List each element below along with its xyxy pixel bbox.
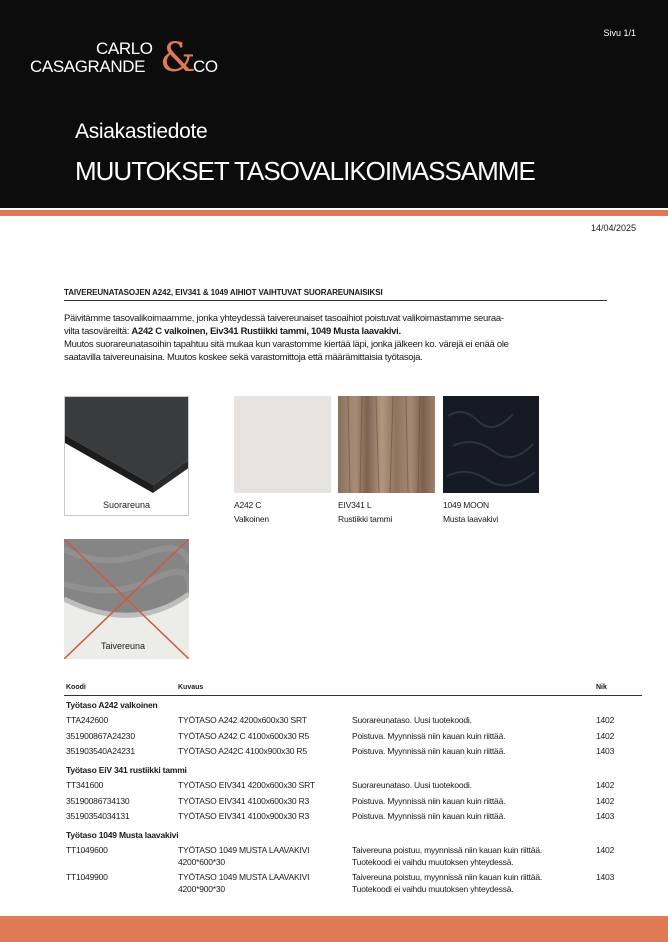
table-cell-nik: 1402 xyxy=(596,845,615,855)
swatch-caption-eiv341 xyxy=(338,498,392,526)
swatch-caption-1049 xyxy=(443,498,498,526)
paragraph-line: Muutos suorareunatasoihin tapahtuu sitä mukaa kun varastomme kiertää läpi, jonka jälkeen ko. värejä ei enää ole xyxy=(64,339,509,350)
table-cell-desc-line: TYÖTASO 1049 MUSTA LAAVAKIVI xyxy=(178,845,310,855)
table-cell-note-line: Tuotekoodi ei vaihdu muutoksen yhteydessä. xyxy=(352,884,514,894)
table-cell-note: Poistuva. Myynnissä niin kauan kuin riittää. xyxy=(352,731,506,741)
swatch-1049 xyxy=(443,396,539,493)
swatch-code: EIV341 L xyxy=(338,500,372,510)
table-cell-note: Poistuva. Myynnissä niin kauan kuin riittää. xyxy=(352,746,506,756)
paragraph-text: vilta tasoväreiltä: xyxy=(64,326,132,337)
intro-paragraph xyxy=(64,312,616,364)
logo-line2: CASAGRANDE xyxy=(30,57,146,76)
table-cell-code: TT341600 xyxy=(66,780,104,790)
table-cell-nik: 1403 xyxy=(596,746,615,756)
swatch-name: Musta laavakivi xyxy=(443,514,499,524)
table-cell-nik: 1402 xyxy=(596,780,615,790)
swatch-name: Valkoinen xyxy=(234,514,269,524)
table-cell-nik: 1403 xyxy=(596,872,615,882)
straight-edge-illustration xyxy=(65,397,189,516)
folded-edge-label: Taivereuna xyxy=(100,641,146,651)
paragraph-line xyxy=(64,325,616,338)
table-cell-note xyxy=(352,871,592,895)
table-cell-desc xyxy=(178,844,348,868)
table-cell-code: 35190354034131 xyxy=(66,811,130,821)
table-cell-nik: 1402 xyxy=(596,796,615,806)
swatch-name: Rustiikki tammi xyxy=(338,514,393,524)
table-header-line xyxy=(64,695,642,696)
swatch-code: A242 C xyxy=(234,500,262,510)
header-accent-line xyxy=(0,210,668,216)
swatch-eiv341 xyxy=(338,396,435,493)
table-cell-desc-line: TYÖTASO 1049 MUSTA LAAVAKIVI xyxy=(178,872,310,882)
table-cell-note-line: Taivereuna poistuu, myynnissä niin kauan kuin riittää. xyxy=(352,845,543,855)
table-cell-desc: TYÖTASO EIV341 4100x600x30 R3 xyxy=(178,796,310,806)
page-number: Sivu 1/1 xyxy=(603,28,636,38)
table-group-title: Työtaso 1049 Musta laavakivi xyxy=(66,830,179,840)
table-cell-code: 35190086734130 xyxy=(66,796,130,806)
table-cell-nik: 1403 xyxy=(596,811,615,821)
table-cell-desc-line: 4200*600*30 xyxy=(178,857,225,867)
document-date: 14/04/2025 xyxy=(590,223,636,233)
document-title: MUUTOKSET TASOVALIKOIMASSAMME xyxy=(75,156,535,186)
table-cell-desc: TYÖTASO A242 4200x600x30 SRT xyxy=(178,715,307,725)
section-title: TAIVEREUNATASOJEN A242, EIV341 & 1049 AIHIOT VAIHTUVAT SUORAREUNAISIKSI xyxy=(64,288,607,301)
table-cell-note: Poistuva. Myynnissä niin kauan kuin riittää. xyxy=(352,796,506,806)
straight-edge-image xyxy=(64,396,189,516)
table-cell-code: TTA242600 xyxy=(66,715,108,725)
logo-ampersand: & xyxy=(160,35,196,81)
table-cell-desc-line: 4200*900*30 xyxy=(178,884,225,894)
paragraph-bold-colors: A242 C valkoinen, Eiv341 Rustiikki tammi, 1049 Musta laavakivi. xyxy=(131,326,401,337)
table-cell-note: Poistuva. Myynnissä niin kauan kuin riittää. xyxy=(352,811,506,821)
table-cell-nik: 1402 xyxy=(596,715,615,725)
footer-accent-band xyxy=(0,916,668,942)
table-cell-note xyxy=(352,844,592,868)
table-cell-note-line: Tuotekoodi ei vaihdu muutoksen yhteydessä. xyxy=(352,857,514,867)
logo-co: CO xyxy=(193,57,218,76)
table-cell-desc xyxy=(178,871,348,895)
header-band xyxy=(0,0,668,208)
lava-stone-texture xyxy=(443,396,539,493)
table-group-title: Työtaso A242 valkoinen xyxy=(66,700,158,710)
wood-grain-texture xyxy=(338,396,435,493)
table-group-title: Työtaso EiV 341 rustiikki tammi xyxy=(66,765,187,775)
table-cell-note: Suorareunataso. Uusi tuotekoodi. xyxy=(352,715,472,725)
straight-edge-label: Suorareuna xyxy=(102,500,151,510)
folded-edge-image xyxy=(64,539,189,659)
table-cell-code: 351903540A24231 xyxy=(66,746,135,756)
table-cell-desc: TYÖTASO A242C 4100x900x30 R5 xyxy=(178,746,307,756)
table-cell-code: TT1049600 xyxy=(66,845,108,855)
logo-line1: CARLO xyxy=(96,39,153,58)
document-subtitle: Asiakastiedote xyxy=(75,120,208,143)
paragraph-line: Päivitämme tasovalikoimaamme, jonka yhteydessä taivereunaiset tasoaihiot poistuvat valikoimastamme seuraa- xyxy=(64,313,504,324)
table-cell-desc: TYÖTASO EIV341 4200x600x30 SRT xyxy=(178,780,315,790)
swatch-a242 xyxy=(234,396,331,493)
table-cell-desc: TYÖTASO EIV341 4100x900x30 R3 xyxy=(178,811,310,821)
table-cell-desc: TYÖTASO A242 C 4100x600x30 R5 xyxy=(178,731,310,741)
table-cell-note-line: Taivereuna poistuu, myynnissä niin kauan kuin riittää. xyxy=(352,872,543,882)
table-cell-note: Suorareunataso. Uusi tuotekoodi. xyxy=(352,780,472,790)
table-cell-code: TT1049900 xyxy=(66,872,108,882)
table-header-code: Koodi xyxy=(66,684,86,691)
paragraph-line: saatavilla taivereunaisina. Muutos koskee sekä varastomittoja että määrämittaisia työtasoja. xyxy=(64,352,423,363)
table-cell-nik: 1402 xyxy=(596,731,615,741)
table-header-desc: Kuvaus xyxy=(178,684,204,691)
swatch-code: 1049 MOON xyxy=(443,500,489,510)
table-header-nik: Nik xyxy=(596,684,607,691)
swatch-caption-a242 xyxy=(234,498,269,526)
table-cell-code: 351900867A24230 xyxy=(66,731,135,741)
